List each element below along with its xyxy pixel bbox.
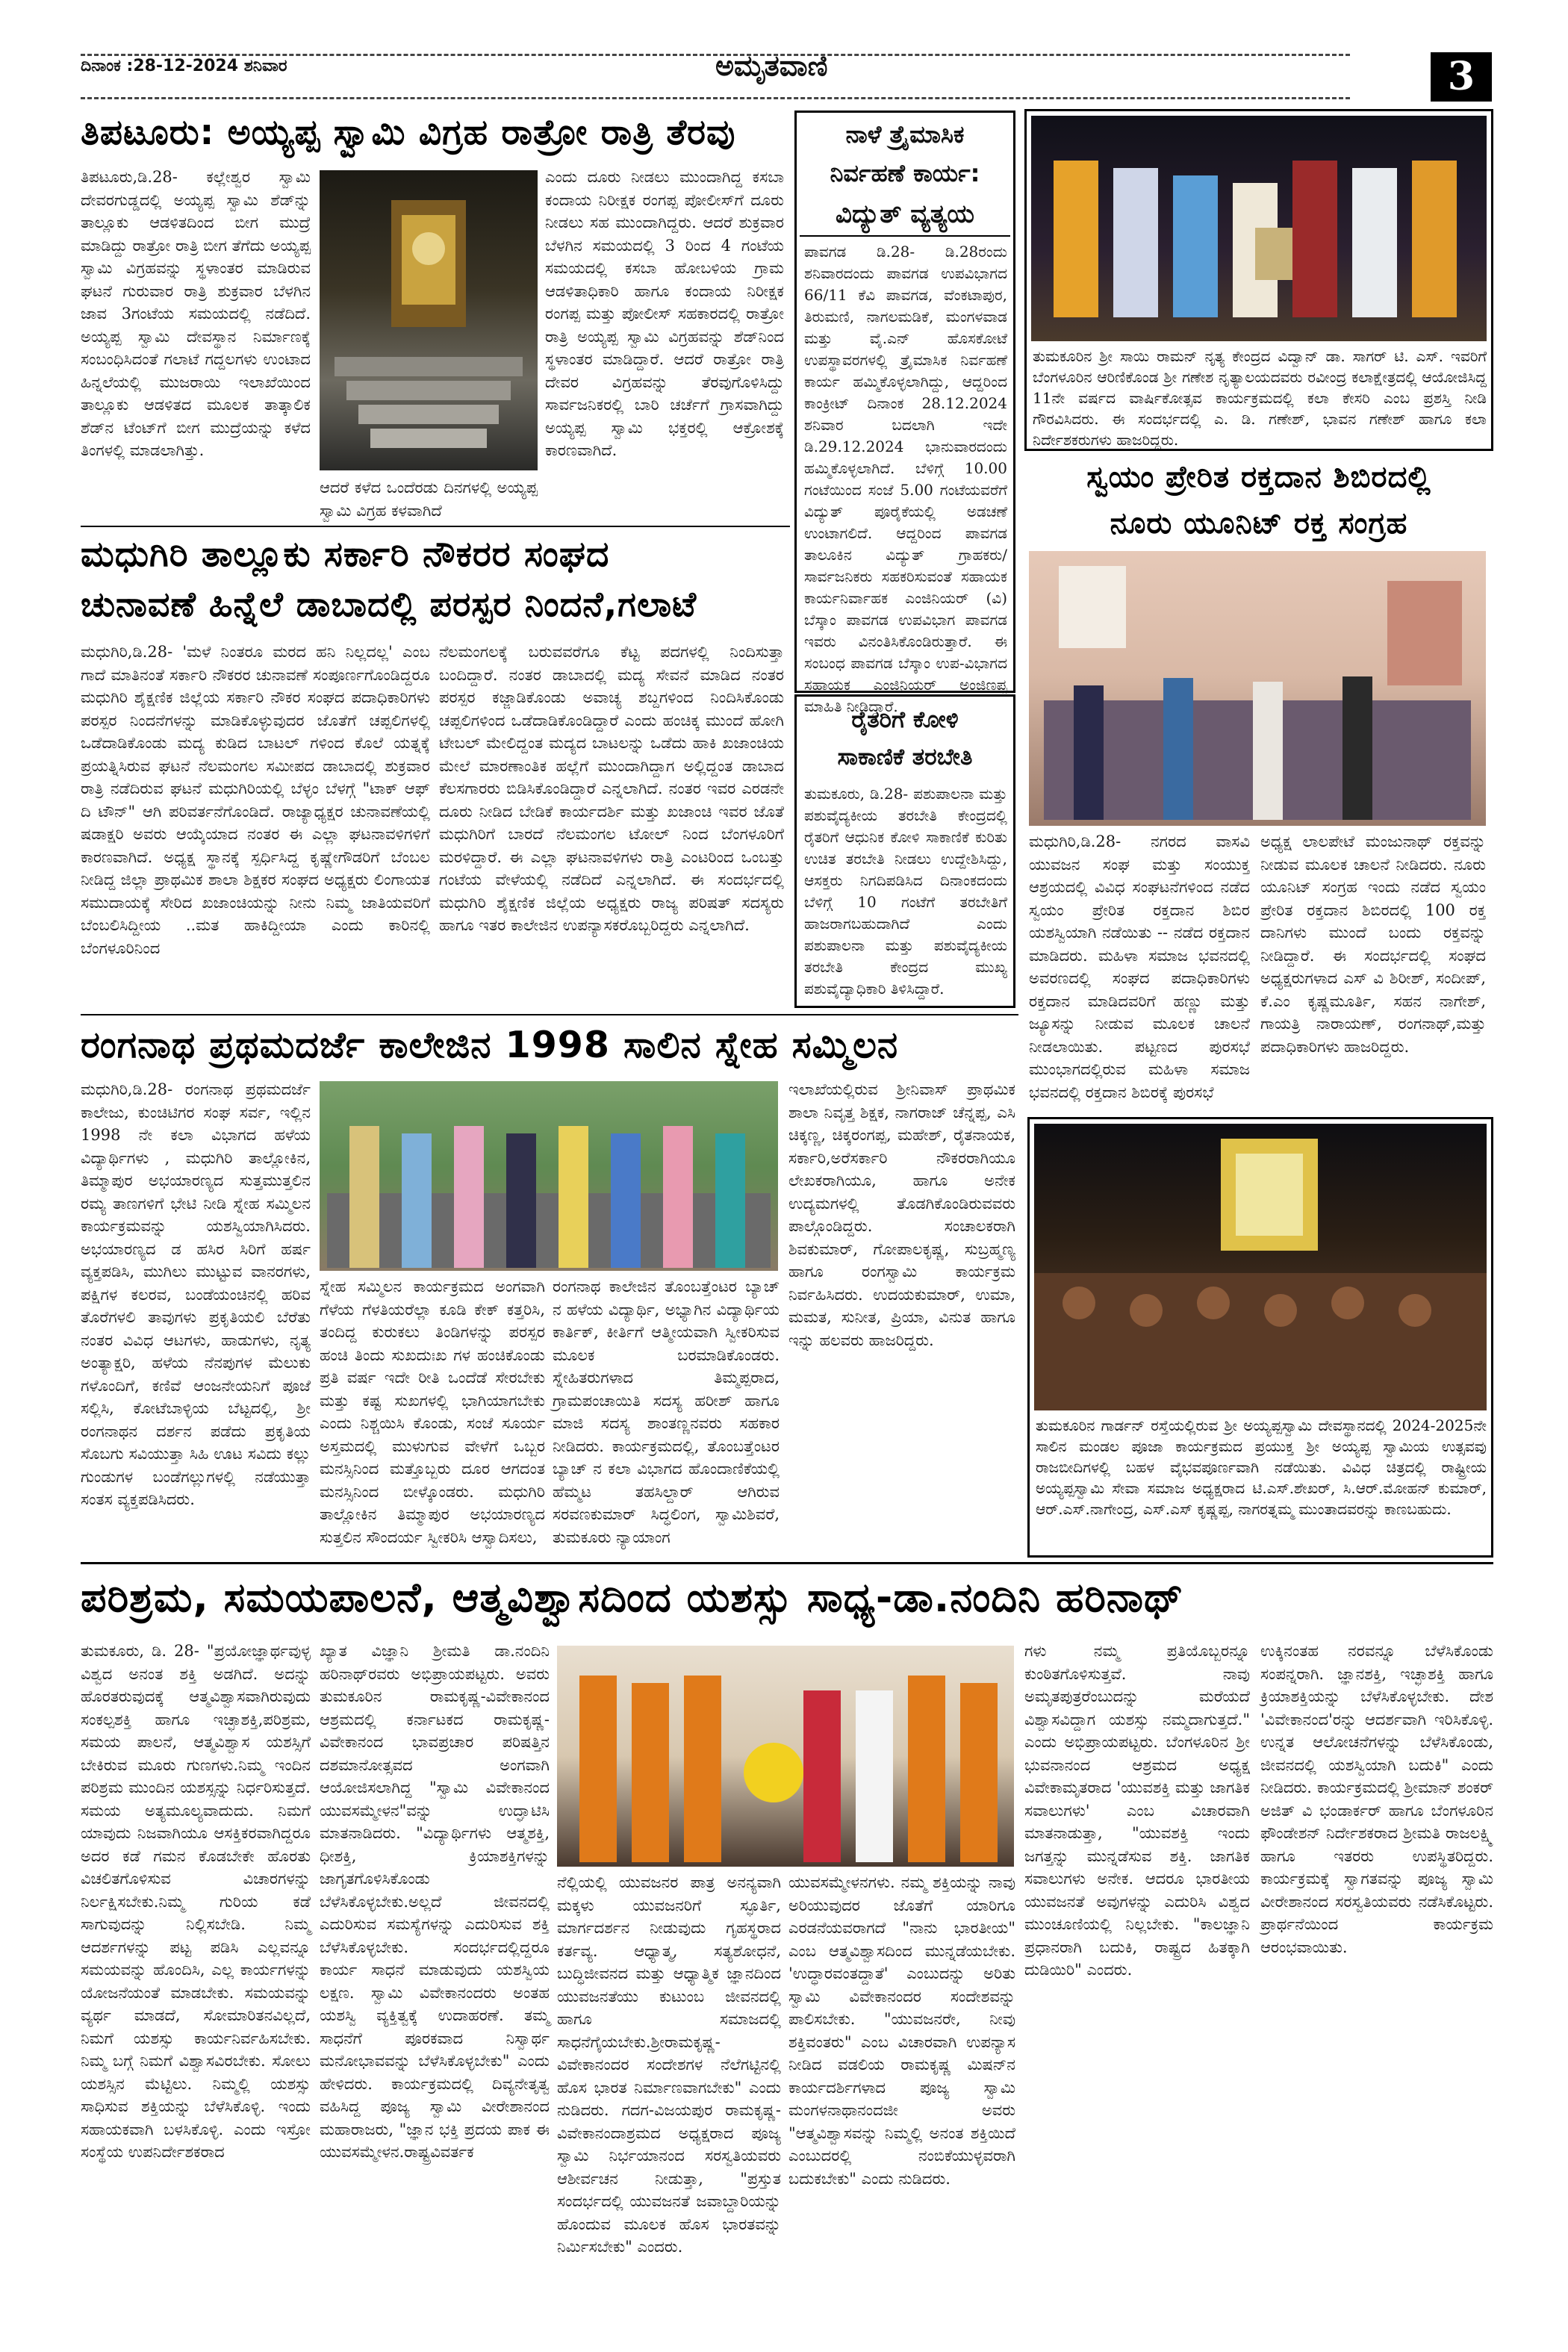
nandini-headline: ಪರಿಶ್ರಮ, ಸಮಯಪಾಲನೆ, ಆತ್ಮವಿಶ್ವಾಸದಿಂದ ಯಶಸ್ಸು ಸಾಧ್ಯ-ಡಾ.ನಂದಿನಿ ಹರಿನಾಥ್ bbox=[81, 1574, 1184, 1621]
power-cut-headline-line2: ನಿರ್ವಹಣೆ ಕಾರ್ಯ: bbox=[830, 159, 980, 187]
nandini-col2: ಖ್ಯಾತ ವಿಜ್ಞಾನಿ ಶ್ರೀಮತಿ ಡಾ.ನಂದಿನಿ ಹರಿನಾಥ್‌ರವರು ಅಭಿಪ್ರಾಯಪಟ್ಟರು. ಅವರು ತುಮಕೂರಿನ ರಾಮಕೃಷ್ಣ-ವಿವೇಕಾನಂದ ಆಶ್ರಮದಲ್ಲಿ ಕರ್ನಾಟಕದ ರಾಮಕೃಷ್ಣ-ವಿವೇಕಾನಂದ ಭಾವಪ್ರಚಾರ ಪರಿಷತ್ತಿನ ದಶಮಾನೋತ್ಸವದ ಅಂಗವಾಗಿ ಆಯೋಜಿಸಲಾಗಿದ್ದ "ಸ್ವಾಮಿ ವಿವೇಕಾನಂದ ಯುವಸಮ್ಮೇಳನ"ವನ್ನು ಉದ್ಘಾಟಿಸಿ ಮಾತನಾಡಿದರು. "ವಿದ್ಯಾರ್ಥಿಗಳು ಆತ್ಮಶಕ್ತಿ, ಧೀಶಕ್ತಿ, ಕ್ರಿಯಾಶಕ್ತಿಗಳನ್ನು ಜಾಗೃತಗೊಳಿಸಿಕೊಂಡು ಬೆಳೆಸಿಕೊಳ್ಳಬೇಕು.ಅಲ್ಲದೆ ಜೀವನದಲ್ಲಿ ಎದುರಿಸುವ ಸಮಸ್ಯೆಗಳನ್ನು ಎದುರಿಸುವ ಶಕ್ತಿ ಬೆಳೆಸಿಕೊಳ್ಳಬೇಕು. ಸಂದರ್ಭದಲ್ಲಿದ್ದರೂ ಕಾರ್ಯ ಸಾಧನೆ ಮಾಡುವುದು ಯಶಸ್ವಿಯ ಲಕ್ಷಣ. ಸ್ವಾಮಿ ವಿವೇಕಾನಂದರು ಅಂತಹ ಯಶಸ್ವಿ ವ್ಯಕ್ತಿತ್ವಕ್ಕೆ ಉದಾಹರಣೆ. ತಮ್ಮ ಸಾಧನೆಗೆ ಪೂರಕವಾದ ನಿಸ್ವಾರ್ಥ ಮನೋಭಾವವನ್ನು ಬೆಳೆಸಿಕೊಳ್ಳಬೇಕು" ಎಂದು ಹೇಳಿದರು. ಕಾರ್ಯಕ್ರಮದಲ್ಲಿ ದಿವ್ಯನೇತೃತ್ವ ವಹಿಸಿದ್ದ ಪೂಜ್ಯ ಸ್ವಾಮಿ ವೀರೇಶಾನಂದ ಮಹಾರಾಜರು, "ಜ್ಞಾನ ಭಕ್ತಿ ಪ್ರದಯ ಪಾಕ ಈ ಯುವಸಮ್ಮೇಳನ.ರಾಷ್ಟ್ರವಿವರ್ತಕ bbox=[320, 1642, 550, 2161]
alumni-headline: ರಂಗನಾಥ ಪ್ರಥಮದರ್ಜೆ ಕಾಲೇಜಿನ 1998 ಸಾಲಿನ ಸ್ನೇಹ ಸಮ್ಮಿಲನ bbox=[81, 1024, 899, 1066]
blood-camp-col2: ಅಧ್ಯಕ್ಷ ಲಾಲಪೇಟೆ ಮಂಜುನಾಥ್ ರಕ್ತವನ್ನು ನೀಡುವ ಮೂಲಕ ಚಾಲನೆ ನೀಡಿದರು. ನೂರು ಯೂನಿಟ್ ಸಂಗ್ರಹ ಇಂದು ನಡೆದ ಸ್ವಯಂ ಪ್ರೇರಿತ ರಕ್ತದಾನ ಶಿಬಿರದಲ್ಲಿ 100 ರಕ್ತ ದಾನಿಗಳು ಮುಂದೆ ಬಂದು ರಕ್ತವನ್ನು ನೀಡಿದ್ದಾರೆ. ಈ ಸಂದರ್ಭದಲ್ಲಿ ಸಂಘದ ಅಧ್ಯಕ್ಷರುಗಳಾದ ಎಸ್ ವಿ ಶಿರೀಶ್, ಸಂದೀಪ್, ಕೆ.ಎಂ ಕೃಷ್ಣಮೂರ್ತಿ, ಸಹನ ನಾಗೇಶ್, ಗಾಯತ್ರಿ ನಾರಾಯಣ್, ರಂಗನಾಥ್,ಮತ್ತು ಪದಾಧಿಕಾರಿಗಳು ಹಾಜರಿದ್ದರು. bbox=[1260, 833, 1486, 1056]
page-number: 3 bbox=[1447, 54, 1475, 99]
nandini-col6: ಉಕ್ಕಿನಂತಹ ನರವನ್ನೂ ಬೆಳೆಸಿಕೊಂಡು ಸಂಪನ್ನರಾಗಿ. ಜ್ಞಾನಶಕ್ತಿ, ಇಚ್ಛಾಶಕ್ತಿ ಹಾಗೂ ಕ್ರಿಯಾಶಕ್ತಿಯನ್ನು ಬೆಳೆಸಿಕೊಳ್ಳಬೇಕು. ದೇಶ 'ವಿವೇಕಾನಂದ'ರನ್ನು ಆದರ್ಶವಾಗಿ ಇರಿಸಿಕೊಳ್ಳಿ. ಉನ್ನತ ಆಲೋಚನೆಗಳನ್ನು ಬೆಳೆಸಿಕೊಂಡು, ಜೀವನದಲ್ಲಿ ಯಶಸ್ವಿಯಾಗಿ ಬದುಕಿ" ಎಂದು ನೀಡಿದರು. ಕಾರ್ಯಕ್ರಮದಲ್ಲಿ ಶ್ರೀಮಾನ್ ಶಂಕರ್ ಅಜಿತ್ ವಿ ಭಂಡಾರ್ಕರ್ ಹಾಗೂ ಬೆಂಗಳೂರಿನ ಫೌಂಡೇಶನ್ ನಿರ್ದೇಶಕರಾದ ಶ್ರೀಮತಿ ರಾಜಲಕ್ಷ್ಮಿ ಹಾಗೂ ಇತರರು ಉಪಸ್ಥಿತರಿದ್ದರು. ಕಾರ್ಯಕ್ರಮಕ್ಕೆ ಸ್ವಾಗತವನ್ನು ಪೂಜ್ಯ ಸ್ವಾಮಿ ವೀರೇಶಾನಂದ ಸರಸ್ವತಿಯವರು ನಡೆಸಿಕೊಟ್ಟರು. ಪ್ರಾರ್ಥನೆಯಿಂದ ಕಾರ್ಯಕ್ರಮ ಆರಂಭವಾಯಿತು. bbox=[1260, 1642, 1493, 1956]
page-number-box bbox=[1431, 52, 1492, 102]
power-cut-rule bbox=[800, 235, 1010, 237]
election-headline-line1: ಮಧುಗಿರಿ ತಾಲ್ಲೂಕು ಸರ್ಕಾರಿ ನೌಕರರ ಸಂಘದ bbox=[81, 534, 610, 575]
tiptur-col2: ಎಂದು ದೂರು ನೀಡಲು ಮುಂದಾಗಿದ್ದ ಕಸಬಾ ಕಂದಾಯ ನಿರೀಕ್ಷಕ ರಂಗಪ್ಪ ಪೋಲೀಸ್‌ಗೆ ದೂರು ನೀಡಲು ಸಹ ಮುಂದಾಗಿದ್ದರು. ಆದರೆ ಶುಕ್ರವಾರ ಬೆಳಗಿನ ಸಮಯದಲ್ಲಿ 3 ರಿಂದ 4 ಗಂಟೆಯ ಸಮಯದಲ್ಲಿ ಕಸಬಾ ಹೋಬಳಿಯ ಗ್ರಾಮ ಆಡಳಿತಾಧಿಕಾರಿ ಹಾಗೂ ಕಂದಾಯ ನಿರೀಕ್ಷಕ ರಂಗಪ್ಪ ಮತ್ತು ಪೋಲೀಸ್ ಸಹಕಾರದಲ್ಲಿ ರಾತ್ರೋ ರಾತ್ರಿ ಅಯ್ಯಪ್ಪ ಸ್ವಾಮಿ ವಿಗ್ರಹವನ್ನು ಶೆಡ್‌ನಿಂದ ಸ್ಥಳಾಂತರ ಮಾಡಿದ್ದಾರೆ. ಆದರೆ ರಾತ್ರೋ ರಾತ್ರಿ ದೇವರ ವಿಗ್ರಹವನ್ನು ತೆರವುಗೊಳಿಸಿದ್ದು ಸಾರ್ವಜನಿಕರಲ್ಲಿ ಬಾರಿ ಚರ್ಚೆಗೆ ಗ್ರಾಸವಾಗಿದ್ದು ಅಯ್ಯಪ್ಪ ಸ್ವಾಮಿ ಭಕ್ತರಲ್ಲಿ ಆಕ್ರೋಶಕ್ಕೆ ಕಾರಣವಾಗಿದೆ. bbox=[545, 168, 784, 459]
power-cut-text: ಪಾವಗಡ ಡಿ.28- ಡಿ.28ರಂದು ಶನಿವಾರದಂದು ಪಾವಗಡ ಉಪವಿಭಾಗದ 66/11 ಕೆವಿ ಪಾವಗಡ, ವೆಂಕಟಾಪುರ, ತಿರುಮಣಿ, ನಾಗಲಮಡಿಕೆ, ಮಂಗಳವಾಡ ಮತ್ತು ವೈ.ಎನ್ ಹೊಸಕೋಟೆ ಉಪಸ್ಥಾವರಗಳಲ್ಲಿ ತ್ರೈಮಾಸಿಕ ನಿರ್ವಹಣೆ ಕಾರ್ಯ ಹಮ್ಮಿಕೊಳ್ಳಲಾಗಿದ್ದು, ಆದ್ದರಿಂದ ಕಾಂಕ್ರೀಟ್ ದಿನಾಂಕ 28.12.2024 ಶನಿವಾರ ಬದಲಾಗಿ ಇದೇ ಡಿ.29.12.2024 ಭಾನುವಾರದಂದು ಹಮ್ಮಿಕೊಳ್ಳಲಾಗಿದೆ. ಬೆಳಿಗ್ಗೆ 10.00 ಗಂಟೆಯಿಂದ ಸಂಜೆ 5.00 ಗಂಟೆಯವರೆಗೆ ವಿದ್ಯುತ್ ಪೂರೈಕೆಯಲ್ಲಿ ಅಡಚಣೆ ಉಂಟಾಗಲಿದೆ. ಆದ್ದರಿಂದ ಪಾವಗಡ ತಾಲೂಕಿನ ವಿದ್ಯುತ್ ಗ್ರಾಹಕರು/ ಸಾರ್ವಜನಿಕರು ಸಹಕರಿಸುವಂತೆ ಸಹಾಯಕ ಕಾರ್ಯನಿರ್ವಾಹಕ ಎಂಜಿನಿಯರ್ (ವಿ) ಬೆಸ್ಕಾಂ ಪಾವಗಡ ಉಪವಿಭಾಗ ಪಾವಗಡ ಇವರು ವಿನಂತಿಸಿಕೊಂಡಿರುತ್ತಾರೆ. ಈ ಸಂಬಂಧ ಪಾವಗಡ ಬೆಸ್ಕಾಂ ಉಪ-ವಿಭಾಗದ ಸಹಾಯಕ ಎಂಜಿನಿಯರ್ ಅಂಜಿಣಪ್ಪ ಮಾಹಿತಿ ನೀಡಿದ್ದಾರೆ. bbox=[804, 243, 1007, 715]
nandini-col1: ತುಮಕೂರು, ಡಿ. 28- "ಪ್ರಯೋಜ್ಞಾರ್ಥವುಳ್ಳ ವಿಶ್ವದ ಅನಂತ ಶಕ್ತಿ ಅಡಗಿದೆ. ಅದನ್ನು ಹೊರತರುವುದಕ್ಕೆ ಆತ್ಮವಿಶ್ವಾಸವಾಗಿರುವುದು ಸಂಕಲ್ಪಶಕ್ತಿ ಹಾಗೂ ಇಚ್ಛಾಶಕ್ತಿ,ಪರಿಶ್ರಮ, ಸಮಯ ಪಾಲನೆ, ಆತ್ಮವಿಶ್ವಾಸ ಯಶಸ್ಸಿಗೆ ಬೇಕಿರುವ ಮೂರು ಗುಣಗಳು.ನಿಮ್ಮ ಇಂದಿನ ಪರಿಶ್ರಮ ಮುಂದಿನ ಯಶಸ್ಸನ್ನು ನಿರ್ಧರಿಸುತ್ತದೆ. ಸಮಯ ಅತ್ಯಮೂಲ್ಯವಾದುದು. ನಿಮಗೆ ಯಾವುದು ನಿಜವಾಗಿಯೂ ಆಸಕ್ತಿಕರವಾಗಿದ್ದರೂ ಅದರ ಕಡೆ ಗಮನ ಕೊಡಬೇಕೇ ಹೊರತು ವಿಚಲಿತಗೊಳಿಸುವ ವಿಚಾರಗಳನ್ನು ನಿರ್ಲಕ್ಷಿಸಬೇಕು.ನಿಮ್ಮ ಗುರಿಯ ಕಡೆ ಸಾಗುವುದನ್ನು ನಿಲ್ಲಿಸಬೇಡಿ. ನಿಮ್ಮ ಆದರ್ಶಗಳನ್ನು ಪಟ್ಟ ಪಡಿಸಿ ಎಲ್ಲವನ್ನೂ ಸಮಯವನ್ನು ಹೊಂದಿಸಿ, ಎಲ್ಲ ಕಾರ್ಯಗಳನ್ನು ಯೋಜನೆಯಂತೆ ಮಾಡಬೇಕು. ಸಮಯವನ್ನು ವ್ಯರ್ಥ ಮಾಡದೆ, ಸೋಮಾರಿತನವಿಲ್ಲದೆ, ನಿಮಗೆ ಯಶಸ್ಸು ಕಾರ್ಯನಿರ್ವಹಿಸಬೇಕು. ನಿಮ್ಮ ಬಗ್ಗೆ ನಿಮಗೆ ವಿಶ್ವಾಸವಿರಬೇಕು. ಸೋಲು ಯಶಸ್ಸಿನ ಮೆಟ್ಟಿಲು. ನಿಮ್ಮಲ್ಲಿ ಯಶಸ್ಸು ಸಾಧಿಸುವ ಶಕ್ತಿಯನ್ನು ಬೆಳೆಸಿಕೊಳ್ಳಿ. ಇಂದು ಸಹಾಯಕವಾಗಿ ಬಳಸಿಕೊಳ್ಳಿ. ಎಂದು ಇಸ್ರೋ ಸಂಸ್ಥೆಯ ಉಪನಿರ್ದೇಶಕರಾದ bbox=[81, 1642, 311, 2161]
tiptur-headline: ತಿಪಟೂರು: ಅಯ್ಯಪ್ಪ ಸ್ವಾಮಿ ವಿಗ್ರಹ ರಾತ್ರೋ ರಾತ್ರಿ ತೆರವು bbox=[81, 112, 736, 153]
poultry-headline-line2: ಸಾಕಾಣಿಕೆ ತರಬೇತಿ bbox=[837, 744, 973, 771]
award-photo bbox=[1031, 116, 1487, 341]
header-dash-top bbox=[81, 54, 1350, 56]
blood-camp-col1: ಮಧುಗಿರಿ,ಡಿ.28- ನಗರದ ವಾಸವಿ ಯುವಜನ ಸಂಘ ಮತ್ತು ಸಂಯುಕ್ತ ಆಶ್ರಯದಲ್ಲಿ ವಿವಿಧ ಸಂಘಟನೆಗಳಿಂದ ನಡೆದ ಸ್ವಯಂ ಪ್ರೇರಿತ ರಕ್ತದಾನ ಶಿಬಿರ ಯಶಸ್ವಿಯಾಗಿ ನಡೆಯಿತು -- ನಡೆದ ರಕ್ತದಾನ ಮಾಡಿದರು. ಮಹಿಳಾ ಸಮಾಜ ಭವನದಲ್ಲಿ ಅವರಣದಲ್ಲಿ ಸಂಘದ ಪದಾಧಿಕಾರಿಗಳು ರಕ್ತದಾನ ಮಾಡಿದವರಿಗೆ ಹಣ್ಣು ಮತ್ತು ಜ್ಯೂಸನ್ನು ನೀಡುವ ಮೂಲಕ ಚಾಲನೆ ನೀಡಲಾಯಿತು. ಪಟ್ಟಣದ ಪುರಸಭೆ ಮುಂಭಾಗದಲ್ಲಿರುವ ಮಹಿಳಾ ಸಮಾಜ ಭವನದಲ್ಲಿ ರಕ್ತದಾನ ಶಿಬಿರಕ್ಕೆ ಪುರಸಭೆ bbox=[1029, 833, 1250, 1101]
alumni-group-icon bbox=[320, 1081, 778, 1271]
temple-shrine-icon bbox=[320, 170, 538, 470]
election-col2: ನೆಲಮಂಗಲಕ್ಕೆ ಬರುವವರೆಗೂ ಕೆಟ್ಟ ಪದಗಳಲ್ಲಿ ನಿಂದಿಸುತ್ತಾ ಬಂದಿದ್ದಾರೆ. ನಂತರ ಡಾಬಾದಲ್ಲಿ ಮದ್ಯ ಸೇವನೆ ಮಾಡಿದ ನಂತರ ಪರಸ್ಪರ ಕಜ್ಜಾಡಿಕೊಂಡು ಅವಾಚ್ಯ ಶಬ್ದಗಳಿಂದ ನಿಂದಿಸಿಕೊಂಡು ಚಪ್ಪಲಿಗಳಿಂದ ಒಡೆದಾಡಿಕೊಂಡಿದ್ದಾರೆ ಎಂದು ಹಂಚಿಕ್ಕ ಮುಂದೆ ಹೋಗಿ ಟೇಬಲ್ ಮೇಲಿದ್ದಂತ ಮದ್ಯದ ಬಾಟಲನ್ನು ಒಡೆದು ಹಾಕಿ ಖಜಾಂಚಿಯ ಮೇಲೆ ಮಾರಣಾಂತಿಕ ಹಲ್ಲೆಗೆ ಮುಂದಾಗಿದ್ದಾಗ ಅಲ್ಲಿದ್ದಂತ ಡಾಬಾದ ಕೆಲಸಗಾರರು ಬಿಡಿಸಿಕೊಂಡಿದ್ದಾರೆ ಎನ್ನಲಾಗಿದೆ. ನಂತರ ಇವರ ಎರಡನೇ ದೂರು ನೀಡಿದ ಬೇಡಿಕೆ ಕಾರ್ಯದರ್ಶಿ ಮತ್ತು ಖಜಾಂಚಿ ಇವರ ಜೊತೆ ಮಧುಗಿರಿಗೆ ಬಾರದೆ ನೆಲಮಂಗಲ ಟೋಲ್ ನಿಂದ ಬೆಂಗಳೂರಿಗೆ ಮರಳಿದ್ದಾರೆ. ಈ ಎಲ್ಲಾ ಘಟನಾವಳಿಗಳು ರಾತ್ರಿ ಎಂಟರಿಂದ ಒಂಬತ್ತು ಗಂಟೆಯ ವೇಳೆಯಲ್ಲಿ ನಡೆದಿದೆ ಎನ್ನಲಾಗಿದೆ. ಈ ಸಂದರ್ಭದಲ್ಲಿ ಮಧುಗಿರಿ ಶೈಕ್ಷಣಿಕ ಜಿಲ್ಲೆಯ ಅಧ್ಯಕ್ಷರು ರಾಜ್ಯ ಪರಿಷತ್ ಸದಸ್ಯರು ಹಾಗೂ ಇತರ ಕಾಲೇಜಿನ ಉಪನ್ಯಾಸಕರೊಬ್ಬರಿದ್ದರು ಎನ್ನಲಾಗಿದೆ. bbox=[439, 643, 784, 934]
award-box bbox=[1024, 109, 1493, 451]
blood-camp-group-icon bbox=[1029, 551, 1486, 826]
poultry-headline-line1: ರೈತರಿಗೆ ಕೋಳಿ bbox=[851, 706, 959, 733]
blood-camp-headline-line1: ಸ್ವಯಂ ಪ್ರೇರಿತ ರಕ್ತದಾನ ಶಿಬಿರದಲ್ಲಿ bbox=[1086, 460, 1431, 494]
ayyappa-festival-caption: ತುಮಕೂರಿನ ಗಾರ್ಡನ್ ರಸ್ತೆಯಲ್ಲಿರುವ ಶ್ರೀ ಅಯ್ಯಪ್ಪಸ್ವಾಮಿ ದೇವಸ್ಥಾನದಲ್ಲಿ 2024-2025ನೇ ಸಾಲಿನ ಮಂಡಲ ಪೂಜಾ ಕಾರ್ಯಕ್ರಮದ ಪ್ರಯುಕ್ತ ಶ್ರೀ ಅಯ್ಯಪ್ಪ ಸ್ವಾಮಿಯ ಉತ್ಸವವು ರಾಜಬೀದಿಗಳಲ್ಲಿ ಬಹಳ ವೈಭವಪೂರ್ಣವಾಗಿ ನಡೆಯಿತು. ವಿವಿಧ ಚಿತ್ರದಲ್ಲಿ ರಾಷ್ಟ್ರೀಯ ಅಯ್ಯಪ್ಪಸ್ವಾಮಿ ಸೇವಾ ಸಮಾಜ ಅಧ್ಯಕ್ಷರಾದ ಟಿ.ಎಸ್.ಶೇಖರ್, ಸಿ.ಆರ್.ಮೋಹನ್ ಕುಮಾರ್, ಆರ್.ಎಸ್.ನಾಗೇಂದ್ರ, ಎಸ್.ಎಸ್ ಕೃಷ್ಣಪ್ಪ, ನಾಗರತ್ನಮ್ಮ ಮುಂತಾದವರನ್ನು ಕಾಣಬಹುದು. bbox=[1036, 1416, 1487, 1518]
power-cut-box bbox=[794, 111, 1015, 715]
blood-camp-photo bbox=[1029, 551, 1486, 826]
nandini-col5: ಗಳು ನಮ್ಮ ಪ್ರತಿಯೊಬ್ಬರನ್ನೂ ಕುಂಠಿತಗೊಳಿಸುತ್ತವೆ. ನಾವು ಅಮೃತಪುತ್ರರೆಂಬುದನ್ನು ಮರೆಯದೆ ವಿಶ್ವಾಸವಿದ್ದಾಗ ಯಶಸ್ಸು ನಮ್ಮದಾಗುತ್ತದೆ." ಎಂದು ಅಭಿಪ್ರಾಯಪಟ್ಟರು. ಬೆಂಗಳೂರಿನ ಶ್ರೀ ಭುವನಾನಂದ ಆಶ್ರಮದ ಅಧ್ಯಕ್ಷ ವಿವೇಕಾಮೃತರಾದ 'ಯುವಶಕ್ತಿ ಮತ್ತು ಜಾಗತಿಕ ಸವಾಲುಗಳು' ಎಂಬ ವಿಚಾರವಾಗಿ ಮಾತನಾಡುತ್ತಾ, "ಯುವಶಕ್ತಿ ಇಂದು ಜಗತ್ತನ್ನು ಮುನ್ನಡೆಸುವ ಶಕ್ತಿ. ಜಾಗತಿಕ ಸವಾಲುಗಳು ಅನೇಕ. ಆದರೂ ಭಾರತೀಯ ಯುವಜನತೆ ಅವುಗಳನ್ನು ಎದುರಿಸಿ ವಿಶ್ವದ ಮುಂಚೂಣಿಯಲ್ಲಿ ನಿಲ್ಲಬೇಕು. "ಕಾಲಜ್ಞಾನಿ ಪ್ರಧಾನರಾಗಿ ಬದುಕಿ, ರಾಷ್ಟ್ರದ ಹಿತಕ್ಕಾಗಿ ದುಡಿಯಿರಿ" ಎಂದರು. bbox=[1024, 1642, 1250, 1979]
ayyappa-festival-box bbox=[1027, 1117, 1493, 1558]
award-caption: ತುಮಕೂರಿನ ಶ್ರೀ ಸಾಯಿ ರಾಮನ್ ನೃತ್ಯ ಕೇಂದ್ರದ ವಿದ್ವಾನ್ ಡಾ. ಸಾಗರ್ ಟಿ. ಎಸ್. ಇವರಿಗೆ ಬೆಂಗಳೂರಿನ ಆರಿಣಿಕೊಂಡ ಶ್ರೀ ಗಣೇಶ ನೃತ್ಯಾಲಯದವರು ರವೀಂದ್ರ ಕಲಾಕ್ಷೇತ್ರದಲ್ಲಿ ಆಯೋಜಿಸಿದ್ದ 11ನೇ ವರ್ಷದ ವಾರ್ಷಿಕೋತ್ಸವ ಕಾರ್ಯಕ್ರಮದಲ್ಲಿ ಕಲಾ ಕೇಸರಿ ಎಂಬ ಪ್ರಶಸ್ತಿ ನೀಡಿ ಗೌರವಿಸಿದರು. ಈ ಸಂದರ್ಭದಲ್ಲಿ ಎ. ಡಿ. ಗಣೇಶ್, ಭಾವನ ಗಣೇಶ್ ಹಾಗೂ ಕಲಾ ನಿರ್ದೇಶಕರುಗಳು ಹಾಜರಿದ್ದರು. bbox=[1033, 347, 1487, 449]
poultry-box bbox=[794, 694, 1015, 1008]
tiptur-photo bbox=[320, 170, 538, 470]
alumni-col1: ಮಧುಗಿರಿ,ಡಿ.28- ರಂಗನಾಥ ಪ್ರಥಮದರ್ಜೆ ಕಾಲೇಜು, ಕುಂಚಿಟಿಗರ ಸಂಘ ಸರ್ವ, ಇಲ್ಲಿನ 1998 ನೇ ಕಲಾ ವಿಭಾಗದ ಹಳೆಯ ವಿದ್ಯಾರ್ಥಿಗಳು , ಮಧುಗಿರಿ ತಾಲ್ಲೋಕಿನ, ತಿಮ್ಮಾಪುರ ಅಭಯಾರಣ್ಯದ ಸುತ್ತಮುತ್ತಲಿನ ರಮ್ಯ ತಾಣಗಳಿಗೆ ಭೇಟಿ ನೀಡಿ ಸ್ನೇಹ ಸಮ್ಮಿಲನ ಕಾರ್ಯಕ್ರಮವನ್ನು ಯಶಸ್ವಿಯಾಗಿಸಿದರು. ಅಭಯಾರಣ್ಯದ ಡ ಹಸಿರ ಸಿರಿಗೆ ಹರ್ಷ ವ್ಯಕ್ತಪಡಿಸಿ, ಮುಗಿಲು ಮುಟ್ಟುವ ವಾನರಗಳು, ಪಕ್ಷಿಗಳ ಕಲರವ, ಬಂಡೆಯಂಚಿನಲ್ಲಿ ಹರಿವ ತೊರೆಗಳಲಿ ತಾವುಗಳು ಪ್ರಕೃತಿಯಲಿ ಬೆರೆತು ನಂತರ ವಿವಿಧ ಆಟಗಳು, ಹಾಡುಗಳು, ನೃತ್ಯ ಅಂತ್ಯಾಕ್ಷರಿ, ಹಳೆಯ ನೆನಪುಗಳ ಮೆಲುಕು ಗಳೊಂದಿಗೆ, ಕಣಿವೆ ಆಂಜನೇಯನಿಗೆ ಪೂಜೆ ಸಲ್ಲಿಸಿ, ಕೋಟೆಬಾಳ್ಳಿಯ ಬೆಟ್ಟದಲ್ಲಿ, ಶ್ರೀ ರಂಗನಾಥನ ದರ್ಶನ ಪಡೆದು ಪ್ರಕೃತಿಯ ಸೊಬಗು ಸವಿಯುತ್ತಾ ಸಿಹಿ ಊಟ ಸವಿದು ಕಲ್ಲು ಗುಂಡುಗಳ ಬಂಡೆಗಲ್ಲುಗಳಲ್ಲಿ ನಡೆಯುತ್ತಾ ಸಂತಸ ವ್ಯಕ್ತಪಡಿಸಿದರು. bbox=[81, 1080, 311, 1508]
ayyappa-festival-photo bbox=[1034, 1124, 1487, 1410]
award-group-icon bbox=[1031, 116, 1487, 341]
power-cut-headline-line3: ವಿದ್ಯುತ್ ವ್ಯತ್ಯಯ bbox=[836, 199, 974, 229]
alumni-photo bbox=[320, 1081, 778, 1271]
nandini-col3: ನೆಲ್ಲಿಯಲ್ಲಿ ಯುವಜನರ ಪಾತ್ರ ಅನನ್ಯವಾಗಿ ಮಕ್ಕಳು ಯುವಜನರಿಗೆ ಸ್ಫೂರ್ತಿ, ಮಾರ್ಗದರ್ಶನ ನೀಡುವುದು ಗೃಹಸ್ಥರಾದ ಕರ್ತವ್ಯ. ಆಧ್ಯಾತ್ಮ, ಸತ್ಯಶೋಧನೆ, ಬುದ್ಧಿಜೀವನದ ಮತ್ತು ಆಧ್ಯಾತ್ಮಿಕ ಜ್ಞಾನದಿಂದ ಯುವಜನತೆಯು ಕುಟುಂಬ ಜೀವನದಲ್ಲಿ ಹಾಗೂ ಸಮಾಜದಲ್ಲಿ ಸಾಧನೆಗೈಯಬೇಕು.ಶ್ರೀರಾಮಕೃಷ್ಣ-ವಿವೇಕಾನಂದರ ಸಂದೇಶಗಳ ನೆಲೆಗಟ್ಟಿನಲ್ಲಿ ಹೊಸ ಭಾರತ ನಿರ್ಮಾಣವಾಗಬೇಕು" ಎಂದು ನುಡಿದರು. ಗದಗ-ವಿಜಯಪುರ ರಾಮಕೃಷ್ಣ-ವಿವೇಕಾನಂದಾಶ್ರಮದ ಅಧ್ಯಕ್ಷರಾದ ಪೂಜ್ಯ ಸ್ವಾಮಿ ನಿರ್ಭಯಾನಂದ ಸರಸ್ವತಿಯವರು ಆಶೀರ್ವಚನ ನೀಡುತ್ತಾ, "ಪ್ರಸ್ತುತ ಸಂದರ್ಭದಲ್ಲಿ ಯುವಜನತೆ ಜವಾಬ್ದಾರಿಯನ್ನು ಹೊಂದುವ ಮೂಲಕ ಹೊಸ ಭಾರತವನ್ನು ನಿರ್ಮಿಸಬೇಕು" ಎಂದರು. bbox=[557, 1873, 781, 2256]
procession-icon bbox=[1034, 1124, 1487, 1410]
alumni-col3: ರಂಗನಾಥ ಕಾಲೇಜಿನ ತೊಂಬತ್ತೆಂಟರ ಬ್ಯಾಚ್ ನ ಹಳೆಯ ವಿದ್ಯಾರ್ಥಿ, ಅಭ್ಯಾಗಿನ ವಿದ್ಯಾರ್ಥಿಯ ಕಾರ್ತಿಕ್, ಕೀರ್ತಿಗೆ ಆತ್ಮೀಯವಾಗಿ ಸ್ವೀಕರಿಸುವ ಮೂಲಕ ಬರಮಾಡಿಕೊಂಡರು. ಸ್ನೇಹಿತರುಗಳಾದ ತಿಮ್ಮಪ್ಪರಾದ, ಗ್ರಾಮಪಂಚಾಯಿತಿ ಸದಸ್ಯ ಹರೀಶ್ ಹಾಗೂ ಮಾಜಿ ಸದಸ್ಯ ಶಾಂತಣ್ಣನವರು ಸಹಕಾರ ನೀಡಿದರು. ಕಾರ್ಯಕ್ರಮದಲ್ಲಿ, ತೊಂಬತ್ತೆಂಟರ ಬ್ಯಾಚ್ ನ ಕಲಾ ವಿಭಾಗದ ಹೊಂದಾಣಿಕೆಯಲ್ಲಿ ಹೆಮ್ಮಟ ತಹಸಿಲ್ದಾರ್ ಆಗಿರುವ ಸರವಣಕುಮಾರ್ ಸಿದ್ಧಲಿಂಗ, ಸ್ವಾಮಿಶಿವರೆ, ತುಮಕೂರು ನ್ಯಾಯಾಂಗ bbox=[553, 1278, 780, 1546]
masthead-title: ಅಮೃತವಾಣಿ bbox=[715, 49, 828, 82]
election-col1: ಮಧುಗಿರಿ,ಡಿ.28- 'ಮಳೆ ನಿಂತರೂ ಮರದ ಹನಿ ನಿಲ್ಲದಲ್ಲ' ಎಂಬ ಗಾದೆ ಮಾತಿನಂತೆ ಸರ್ಕಾರಿ ನೌಕರರ ಚುನಾವಣೆ ಸಂಪೂರ್ಣಗೊಂಡಿದ್ದರೂ ಮಧುಗಿರಿ ಶೈಕ್ಷಣಿಕ ಜಿಲ್ಲೆಯ ಸರ್ಕಾರಿ ನೌಕರ ಸಂಘದ ಪದಾಧಿಕಾರಿಗಳು ಪರಸ್ಪರ ನಿಂದನೆಗಳನ್ನು ಮಾಡಿಕೊಳ್ಳುವುದರ ಜೊತೆಗೆ ಚಪ್ಪಲಿಗಳಲ್ಲಿ ಒಡೆದಾಡಿಕೊಂಡು ಮದ್ಯ ಕುಡಿದ ಬಾಟಲ್ ಗಳಿಂದ ಕೊಲೆ ಯತ್ನಕ್ಕೆ ಪ್ರಯತ್ನಿಸಿರುವ ಘಟನೆ ನೆಲಮಂಗಲ ಸಮೀಪದ ಡಾಬಾದಲ್ಲಿ ಶುಕ್ರವಾರ ರಾತ್ರಿ ನಡೆದಿರುವ ಘಟನೆ ಮಧುಗಿರಿಯಲ್ಲಿ ಬೆಳ್ಳಂ ಬೆಳಗ್ಗೆ "ಟಾಕ್ ಆಫ್ ದಿ ಟೌನ್" ಆಗಿ ಪರಿವರ್ತನೆಗೊಂಡಿದೆ. ರಾಜ್ಯಾಧ್ಯಕ್ಷರ ಚುನಾವಣೆಯಲ್ಲಿ ಷಡಾಕ್ಷರಿ ಅವರು ಆಯ್ಕೆಯಾದ ನಂತರ ಈ ಎಲ್ಲಾ ಘಟನಾವಳಿಗಳಿಗೆ ಕಾರಣವಾಗಿದೆ. ಅಧ್ಯಕ್ಷ ಸ್ಥಾನಕ್ಕೆ ಸ್ಪರ್ಧಿಸಿದ್ದ ಕೃಷ್ಣೇಗೌಡರಿಗೆ ಬೆಂಬಲ ನೀಡಿದ್ದ ಜಿಲ್ಲಾ ಪ್ರಾಥಮಿಕ ಶಾಲಾ ಶಿಕ್ಷಕರ ಸಂಘದ ಅಧ್ಯಕ್ಷರು ಲಿಂಗಾಯತ ಸಮುದಾಯಕ್ಕೆ ಸೇರಿದ ಖಜಾಂಚಿಯನ್ನು ನೀನು ನಿಮ್ಮ ಜಾತಿಯವರಿಗೆ ಬೆಂಬಲಿಸಿದ್ದೀಯ ..ಮತ ಹಾಕಿದ್ದೀಯಾ ಎಂದು ಕಾರಿನಲ್ಲಿ ಬೆಂಗಳೂರಿನಿಂದ bbox=[81, 643, 430, 957]
nandini-stage-icon bbox=[557, 1646, 1014, 1867]
nandini-col4: ಯುವಸಮ್ಮೇಳನಗಳು. ನಮ್ಮ ಶಕ್ತಿಯನ್ನು ನಾವು ಅರಿಯುವುದರ ಜೊತೆಗೆ ಯಾರಿಗೂ ಎರಡನೆಯವರಾಗದೆ "ನಾನು ಭಾರತೀಯ" ಎಂಬ ಆತ್ಮವಿಶ್ವಾಸದಿಂದ ಮುನ್ನಡೆಯಬೇಕು. 'ಉದ್ಧಾರವಂತದ್ದಾತೆ' ಎಂಬುದನ್ನು ಅರಿತು ಸ್ವಾಮಿ ವಿವೇಕಾನಂದರ ಸಂದೇಶವನ್ನು ಪಾಲಿಸಬೇಕು. "ಯುವಜನರೇ, ನೀವು ಶಕ್ತಿವಂತರು" ಎಂಬ ವಿಚಾರವಾಗಿ ಉಪನ್ಯಾಸ ನೀಡಿದ ವಡಲಿಯ ರಾಮಕೃಷ್ಣ ಮಿಷನ್‌ನ ಕಾರ್ಯದರ್ಶಿಗಳಾದ ಪೂಜ್ಯ ಸ್ವಾಮಿ ಮಂಗಳನಾಥಾನಂದಜೀ ಅವರು "ಆತ್ಮವಿಶ್ವಾಸವನ್ನು ನಿಮ್ಮಲ್ಲಿ ಅನಂತ ಶಕ್ತಿಯಿದೆ ಎಂಬುದರಲ್ಲಿ ನಂಬಿಕೆಯುಳ್ಳವರಾಗಿ ಬದುಕಬೇಕು" ಎಂದು ನುಡಿದರು. bbox=[788, 1873, 1015, 2188]
tiptur-col1: ತಿಪಟೂರು,ಡಿ.28- ಕಲ್ಲೇಶ್ವರ ಸ್ವಾಮಿ ದೇವರಗುಡ್ಡದಲ್ಲಿ ಅಯ್ಯಪ್ಪ ಸ್ವಾಮಿ ಶೆಡ್‌ನ್ನು ತಾಲ್ಲೂಕು ಆಡಳಿತದಿಂದ ಬೀಗ ಮುದ್ರೆ ಮಾಡಿದ್ದು ರಾತ್ರೋ ರಾತ್ರಿ ಬೀಗ ತೆಗೆದು ಅಯ್ಯಪ್ಪ ಸ್ವಾಮಿ ವಿಗ್ರಹವನ್ನು ಸ್ಥಳಾಂತರ ಮಾಡಿರುವ ಘಟನೆ ಗುರುವಾರ ರಾತ್ರಿ ಶುಕ್ರವಾರ ಬೆಳಗಿನ ಜಾವ 3ಗಂಟೆಯ ಸಮಯದಲ್ಲಿ ನಡೆದಿದೆ. ಅಯ್ಯಪ್ಪ ಸ್ವಾಮಿ ದೇವಸ್ಥಾನ ನಿರ್ಮಾಣಕ್ಕೆ ಸಂಬಂಧಿಸಿದಂತೆ ಗಲಾಟೆ ಗದ್ದಲಗಳು ಉಂಟಾದ ಹಿನ್ನಲೆಯಲ್ಲಿ ಮುಜರಾಯಿ ಇಲಾಖೆಯಿಂದ ತಾಲ್ಲೂಕು ಆಡಳಿತದ ಮೂಲಕ ತಾತ್ಕಾಲಿಕ ಶೆಡ್‌ನ ಟೆಂಟ್‌ಗೆ ಬೀಗ ಮುದ್ರೆಯನ್ನು ಕಳೆದ ತಿಂಗಳಲ್ಲಿ ಮಾಡಲಾಗಿತ್ತು. bbox=[81, 168, 311, 459]
tiptur-photo-text: ಆದರೆ ಕಳೆದ ಒಂದೆರಡು ದಿನಗಳಲ್ಲಿ ಅಯ್ಯಪ್ಪ ಸ್ವಾಮಿ ವಿಗ್ರಹ ಕಳವಾಗಿದೆ bbox=[320, 479, 538, 520]
alumni-col2: ಸ್ನೇಹ ಸಮ್ಮಿಲನ ಕಾರ್ಯಕ್ರಮದ ಅಂಗವಾಗಿ ಗೆಳೆಯ ಗೆಳತಿಯರೆಲ್ಲಾ ಕೂಡಿ ಕೇಕ್ ಕತ್ತರಿಸಿ, ತಂದಿದ್ದ ಕುರುಕಲು ತಿಂಡಿಗಳನ್ನು ಪರಸ್ಪರ ಹಂಚಿ ತಿಂದು ಸುಖದುಃಖ ಗಳ ಹಂಚಿಕೊಂಡು ಪ್ರತಿ ವರ್ಷ ಇದೇ ರೀತಿ ಒಂದೆಡೆ ಸೇರಬೇಕು ಮತ್ತು ಕಷ್ಟ ಸುಖಗಳಲ್ಲಿ ಭಾಗಿಯಾಗಬೇಕು ಎಂದು ನಿಶ್ಚಯಿಸಿ ಕೊಂಡು, ಸಂಜೆ ಸೂರ್ಯ ಅಸ್ತಮದಲ್ಲಿ ಮುಳುಗುವ ವೇಳೆಗೆ ಒಬ್ಬರ ಮನಸ್ಸಿನಿಂದ ಮತ್ತೊಬ್ಬರು ದೂರ ಆಗದಂತ ಮನಸ್ಸಿನಿಂದ ಬೀಳ್ಕೊಂಡರು. ಮಧುಗಿರಿ ತಾಲ್ಲೋಕಿನ ತಿಮ್ಮಾಪುರ ಅಭಯಾರಣ್ಯದ ಸುತ್ತಲಿನ ಸೌಂದರ್ಯ ಸ್ವೀಕರಿಸಿ ಆಸ್ವಾದಿಸಲು, bbox=[320, 1278, 545, 1546]
alumni-top-rule bbox=[81, 1014, 1018, 1015]
election-top-rule bbox=[81, 526, 790, 527]
alumni-col4: ಇಲಾಖೆಯಲ್ಲಿರುವ ಶ್ರೀನಿವಾಸ್ ಪ್ರಾಥಮಿಕ ಶಾಲಾ ನಿವೃತ್ತ ಶಿಕ್ಷಕ, ನಾಗರಾಜ್ ಚೆನ್ನಪ್ಪ, ಎಸಿ ಚಿಕ್ಕಣ್ಣ, ಚಿಕ್ಕರಂಗಪ್ಪ, ಮಹೇಶ್, ರೈತನಾಯಕ, ಸರ್ಕಾರಿ,ಅರೆಸರ್ಕಾರಿ ನೌಕರರಾಗಿಯೂ ಲೇಖಕರಾಗಿಯೂ, ಹಾಗೂ ಅನೇಕ ಉದ್ಯಮಗಳಲ್ಲಿ ತೊಡಗಿಕೊಂಡಿರುವವರು ಪಾಲ್ಗೊಂಡಿದ್ದರು. ಸಂಚಾಲಕರಾಗಿ ಶಿವಕುಮಾರ್, ಗೋಪಾಲಕೃಷ್ಣ, ಸುಬ್ರಹ್ಮಣ್ಯ ಹಾಗೂ ರಂಗಸ್ವಾಮಿ ಕಾರ್ಯಕ್ರಮ ನಿರ್ವಹಿಸಿದರು. ಉದಯಕುಮಾರ್, ಉಮಾ, ಮಮತ, ಸುನೀತ, ಪ್ರಿಯಾ, ವಿನುತ ಹಾಗೂ ಇನ್ನು ಹಲವರು ಹಾಜರಿದ್ದರು. bbox=[788, 1080, 1015, 1349]
nandini-photo bbox=[557, 1646, 1014, 1867]
nandini-top-rule bbox=[81, 1562, 1493, 1564]
poultry-text: ತುಮಕೂರು, ಡಿ.28- ಪಶುಪಾಲನಾ ಮತ್ತು ಪಶುವೈದ್ಯಕೀಯ ತರಬೇತಿ ಕೇಂದ್ರದಲ್ಲಿ ರೈತರಿಗೆ ಆಧುನಿಕ ಕೋಳಿ ಸಾಕಾಣಿಕೆ ಕುರಿತು ಉಚಿತ ತರಬೇತಿ ನೀಡಲು ಉದ್ದೇಶಿಸಿದ್ದು, ಆಸಕ್ತರು ನಿಗದಿಪಡಿಸಿದ ದಿನಾಂಕದಂದು ಬೆಳಿಗ್ಗೆ 10 ಗಂಟೆಗೆ ತರಬೇತಿಗೆ ಹಾಜರಾಗಬಹುದಾಗಿದೆ ಎಂದು ಪಶುಪಾಲನಾ ಮತ್ತು ಪಶುವೈದ್ಯಕೀಯ ತರಬೇತಿ ಕೇಂದ್ರದ ಮುಖ್ಯ ಪಶುವೈದ್ಯಾಧಿಕಾರಿ ತಿಳಿಸಿದ್ದಾರೆ. bbox=[804, 785, 1007, 998]
header-date: ದಿನಾಂಕ :28-12-2024 ಶನಿವಾರ bbox=[81, 57, 287, 75]
blood-camp-headline-line2: ನೂರು ಯೂನಿಟ್ ರಕ್ತ ಸಂಗ್ರಹ bbox=[1110, 506, 1408, 541]
power-cut-headline-line1: ನಾಳೆ ತ್ರೈಮಾಸಿಕ bbox=[845, 120, 965, 149]
header-dash-bottom bbox=[81, 97, 1350, 99]
election-headline-line2: ಚುನಾವಣೆ ಹಿನ್ನೆಲೆ ಡಾಬಾದಲ್ಲಿ ಪರಸ್ಪರ ನಿಂದನೆ,ಗಲಾಟೆ bbox=[81, 584, 697, 624]
